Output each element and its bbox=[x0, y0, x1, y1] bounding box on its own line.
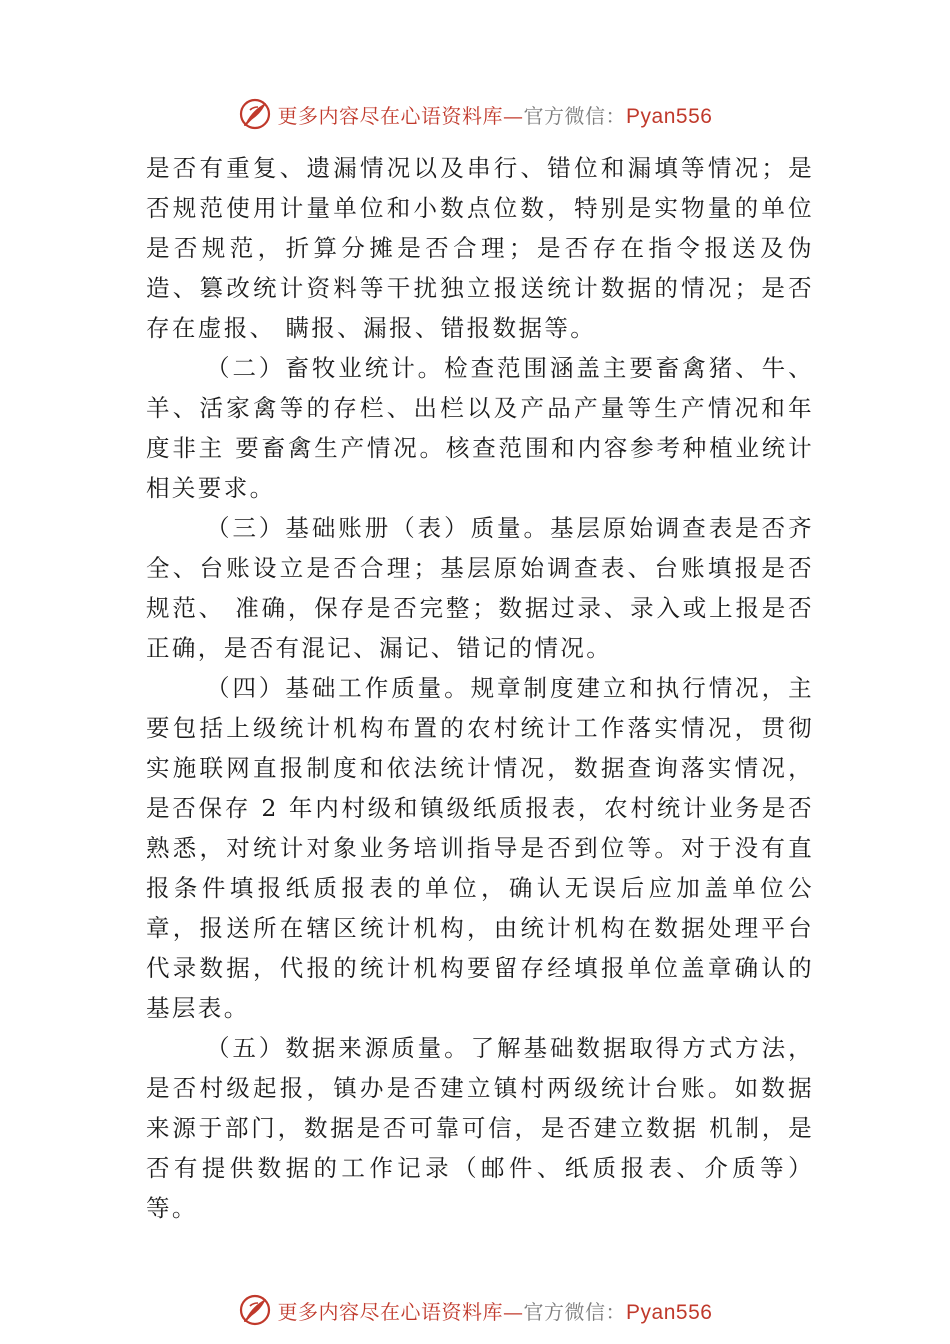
footer-banner-title: 更多内容尽在心语资料库 bbox=[277, 1299, 504, 1324]
paragraph-4: （四）基础工作质量。规章制度建立和执行情况，主要包括上级统计机构布置的农村统计工作落实情况，贯彻实施联网直报制度和依法统计情况，数据查询落实情况，是否保存 2 年内村级和镇级纸质报表，农村统计业务是否熟悉，对统计对象业务培训指导是否到位等。对于没有直报条件填报纸质报表的单位，确认无误后应加盖单位公章，报送所在辖区统计机构，由统计机构在数据处理平台代录数据，代报的统计机构要留存经填报单位盖章确认的基层表。 bbox=[146, 674, 814, 1022]
header-banner bbox=[0, 94, 950, 134]
document-body bbox=[146, 148, 814, 1228]
header-banner-wechat-label: 官方微信： bbox=[523, 103, 627, 128]
footer-banner-wechat-id: Pyan556 bbox=[626, 1300, 713, 1324]
paragraph-1: 是否有重复、遗漏情况以及串行、错位和漏填等情况；是否规范使用计量单位和小数点位数，特别是实物量的单位是否规范，折算分摊是否合理；是否存在指令报送及伪造、篡改统计资料等干扰独立报送统计数据的情况；是否存在虚报、 瞒报、漏报、错报数据等。 bbox=[146, 154, 814, 342]
footer-banner-wechat-label: 官方微信： bbox=[523, 1299, 627, 1324]
footer-banner-text bbox=[278, 1296, 713, 1325]
header-banner-text bbox=[278, 100, 713, 129]
paragraph-3: （三）基础账册（表）质量。基层原始调查表是否齐全、台账设立是否合理；基层原始调查表、台账填报是否规范、 准确，保存是否完整；数据过录、录入或上报是否正确，是否有混记、漏记、错记的情况。 bbox=[146, 514, 814, 662]
header-banner-title: 更多内容尽在心语资料库 bbox=[277, 103, 504, 128]
paragraph-5: （五）数据来源质量。了解基础数据取得方式方法，是否村级起报，镇办是否建立镇村两级统计台账。如数据来源于部门，数据是否可靠可信，是否建立数据 机制，是否有提供数据的工作记录（邮件、纸质报表、介质等）等。 bbox=[146, 1034, 814, 1222]
footer-banner-dash: — bbox=[503, 1299, 524, 1324]
quill-logo-icon bbox=[238, 97, 272, 131]
header-banner-dash: — bbox=[503, 103, 524, 128]
footer-banner bbox=[0, 1290, 950, 1330]
paragraph-2: （二）畜牧业统计。检查范围涵盖主要畜禽猪、牛、羊、活家禽等的存栏、出栏以及产品产量等生产情况和年度非主 要畜禽生产情况。核查范围和内容参考种植业统计相关要求。 bbox=[146, 354, 814, 502]
header-banner-wechat-id: Pyan556 bbox=[626, 104, 713, 128]
quill-logo-icon bbox=[238, 1293, 272, 1327]
